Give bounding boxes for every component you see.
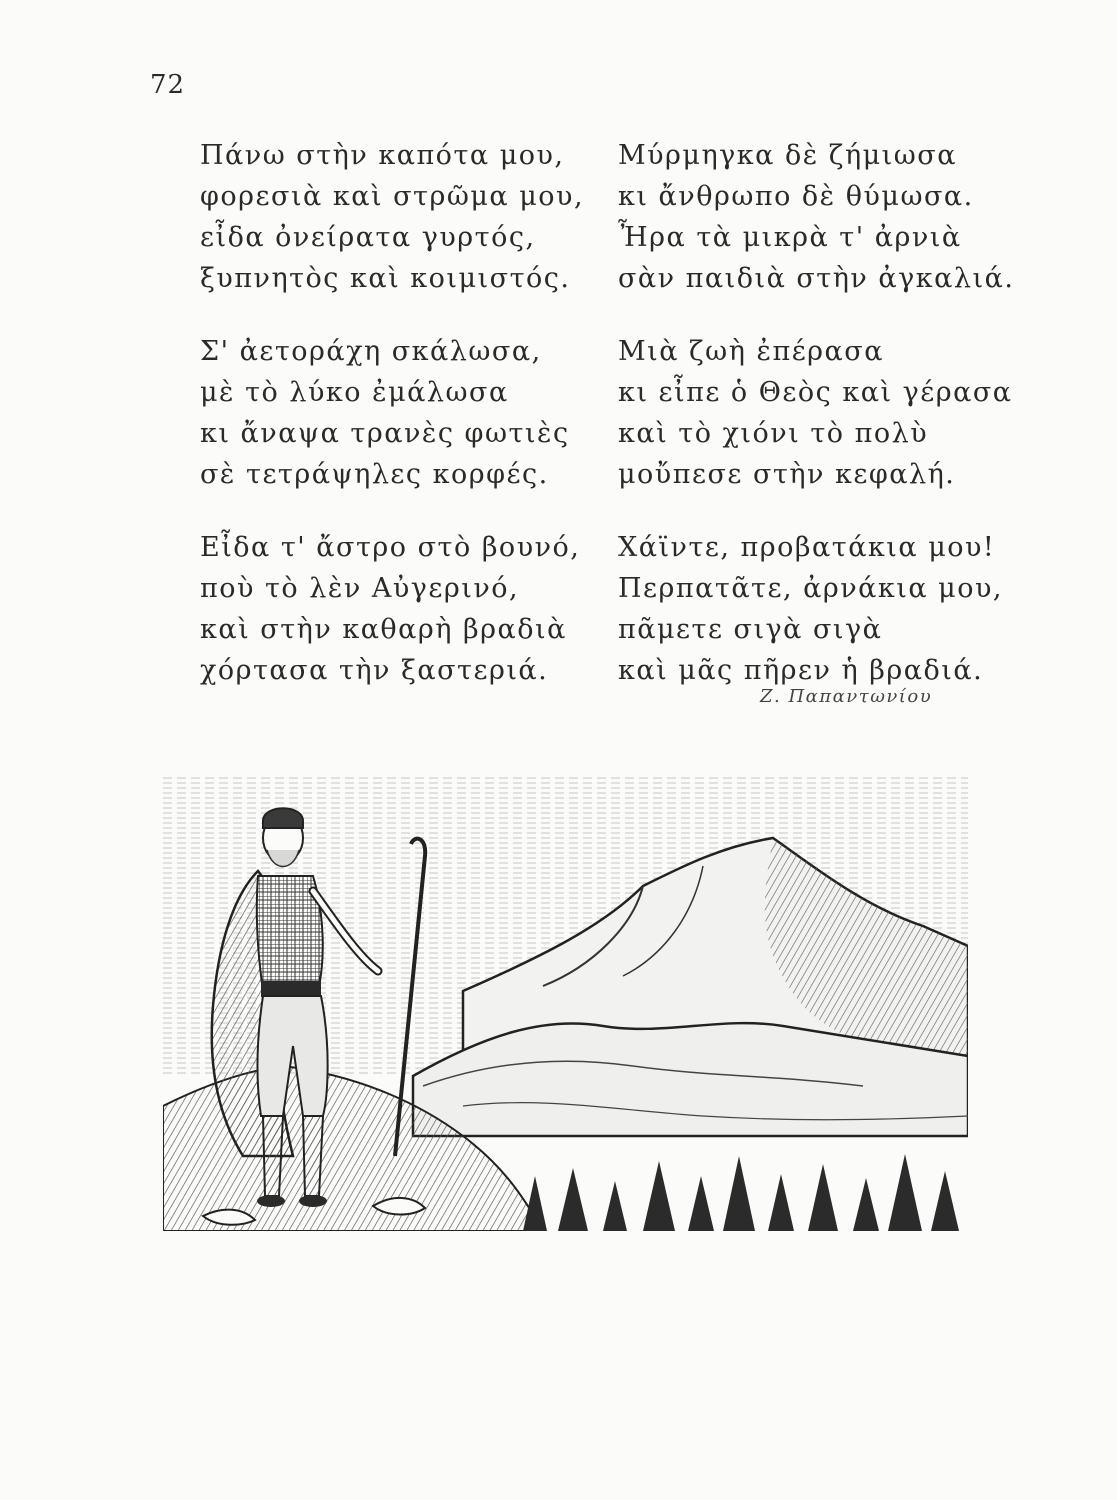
verse-line: Σ' ἀετοράχη σκάλωσα, — [200, 336, 542, 367]
verse-line: μοὔπεσε στὴν κεφαλή. — [618, 459, 956, 490]
verse-line: καὶ στὴν καθαρὴ βραδιὰ — [200, 614, 567, 645]
poem-left-column — [200, 135, 585, 723]
stanza — [618, 135, 1015, 299]
verse-line: χόρτασα τὴν ξαστεριά. — [200, 655, 549, 686]
verse-line: μὲ τὸ λύκο ἐμάλωσα — [200, 377, 509, 408]
verse-line: καὶ μᾶς πῆρεν ἡ βραδιά. — [618, 655, 984, 686]
verse-line: εἶδα ὀνείρατα γυρτός, — [200, 222, 536, 253]
shepherd-mountain-illustration — [163, 776, 968, 1231]
stanza — [618, 527, 1003, 691]
verse-line: πᾶμετε σιγὰ σιγὰ — [618, 614, 883, 645]
verse-line: Εἶδα τ' ἄστρο στὸ βουνό, — [200, 532, 581, 563]
verse-line: κι ἄνθρωπο δὲ θύμωσα. — [618, 181, 974, 212]
verse-line: κι ἄναψα τρανὲς φωτιὲς — [200, 418, 570, 449]
stanza — [200, 135, 585, 299]
pine-trees — [523, 1154, 959, 1231]
page-number: 72 — [150, 70, 186, 100]
poem-right-column — [618, 135, 1015, 723]
verse-line: Χάϊντε, προβατάκια μου! — [618, 532, 996, 563]
verse-line: σὰν παιδιὰ στὴν ἀγκαλιά. — [618, 263, 1015, 294]
verse-line: Περπατᾶτε, ἀρνάκια μου, — [618, 573, 1003, 604]
verse-line: Μύρμηγκα δὲ ζήμιωσα — [618, 140, 957, 171]
stanza — [618, 331, 1013, 495]
verse-line: καὶ τὸ χιόνι τὸ πολὺ — [618, 418, 929, 449]
verse-line: ποὺ τὸ λὲν Αὐγερινό, — [200, 573, 520, 604]
verse-line: φορεσιὰ καὶ στρῶμα μου, — [200, 181, 585, 212]
verse-line: Ἦρα τὰ μικρὰ τ' ἀρνιὰ — [618, 222, 962, 253]
verse-line: κι εἶπε ὁ Θεὸς καὶ γέρασα — [618, 377, 1013, 408]
stanza — [200, 527, 581, 691]
poem-author: Ζ. Παπαντωνίου — [760, 686, 933, 707]
verse-line: Μιὰ ζωὴ ἐπέρασα — [618, 336, 884, 367]
stanza — [200, 331, 570, 495]
verse-line: σὲ τετράψηλες κορφές. — [200, 459, 549, 490]
verse-line: Πάνω στὴν καπότα μου, — [200, 140, 565, 171]
verse-line: ξυπνητὸς καὶ κοιμιστός. — [200, 263, 571, 294]
